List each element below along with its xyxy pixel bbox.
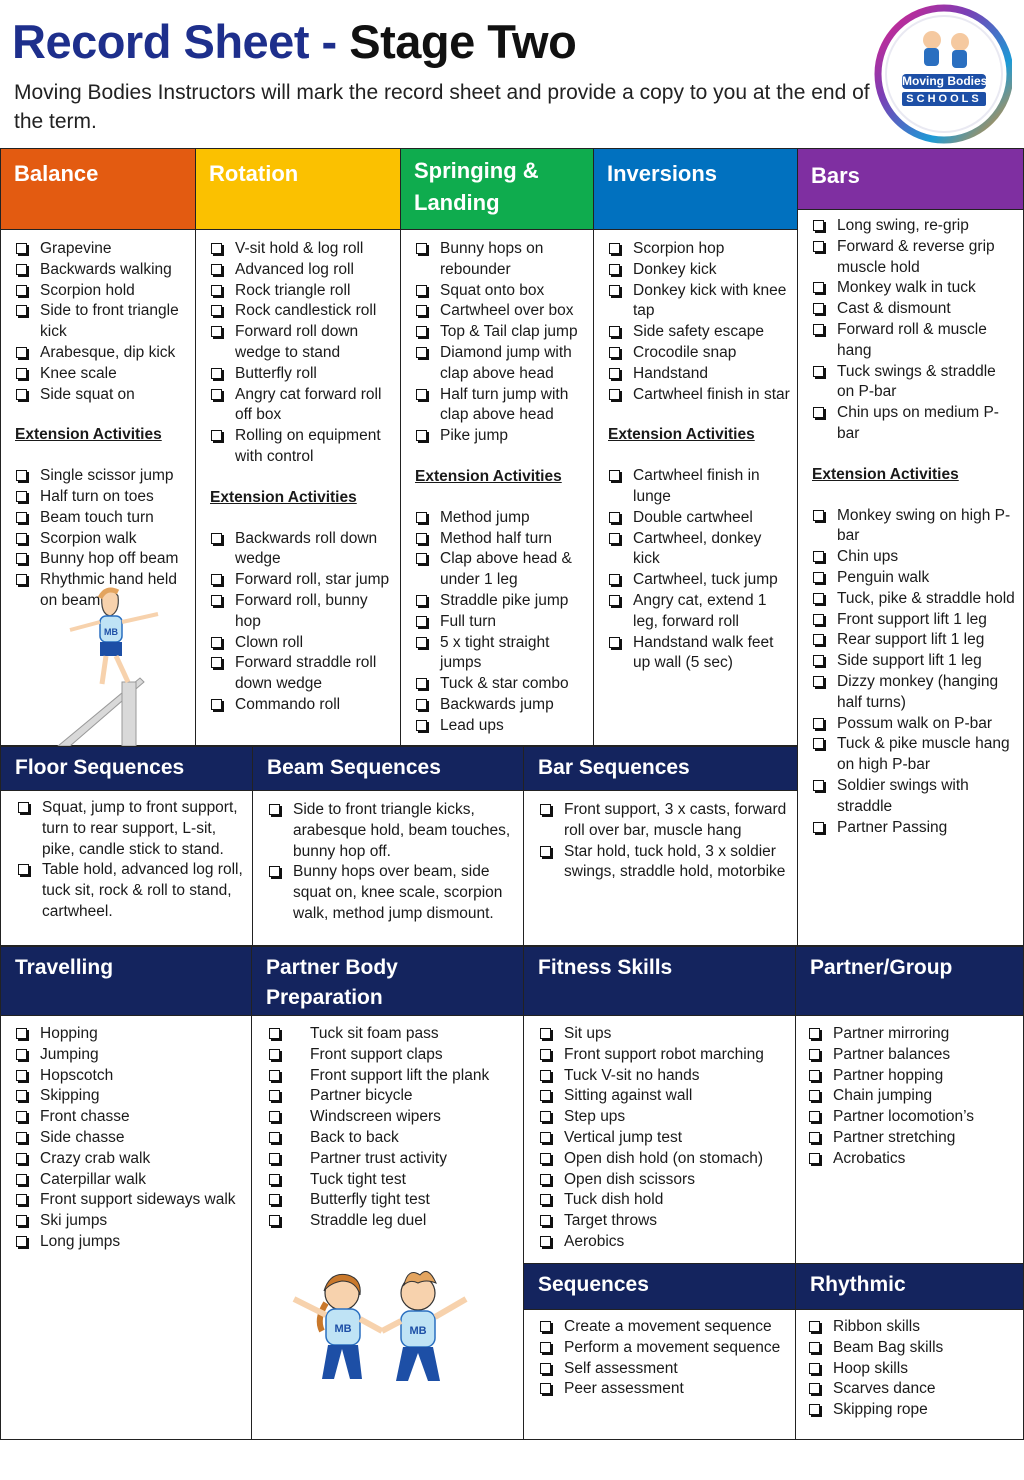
checklist-item[interactable]: Side safety escape (608, 322, 791, 343)
checklist-item[interactable]: Method jump (415, 508, 587, 529)
checklist-item[interactable]: Backwards jump (415, 695, 587, 716)
checklist-item[interactable]: Dizzy monkey (hanging half turns) (812, 672, 1017, 714)
bar-sequences-body (524, 790, 797, 883)
checklist-item[interactable]: Jumping (15, 1045, 245, 1066)
checklist-item[interactable]: Back to back (268, 1128, 517, 1149)
checklist-item[interactable]: Double cartwheel (608, 508, 791, 529)
checklist-item[interactable]: Open dish scissors (539, 1170, 789, 1191)
checklist-item[interactable]: Forward & reverse grip muscle hold (812, 237, 1017, 279)
balance-header: Balance (1, 149, 195, 229)
balance-extension-label: Extension Activities (15, 426, 162, 444)
checklist-item[interactable]: Hoop skills (808, 1359, 1017, 1380)
bar-sequences-items (539, 800, 789, 883)
beam-sequences-card (252, 746, 524, 946)
travelling-card (0, 946, 252, 1440)
mascot-badge-right: MB (409, 1325, 427, 1337)
inversions-extension-items (608, 466, 791, 674)
balance-items (15, 239, 189, 405)
checklist-item[interactable]: Half turn on toes (15, 487, 189, 508)
checklist-item[interactable]: Partner bicycle (268, 1086, 517, 1107)
checklist-item[interactable]: Ski jumps (15, 1211, 245, 1232)
checklist-item[interactable]: Butterfly roll (210, 364, 394, 385)
checklist-item[interactable]: Chain jumping (808, 1086, 1017, 1107)
checklist-item[interactable]: Front support robot marching (539, 1045, 789, 1066)
checklist-item[interactable]: Aerobics (539, 1232, 789, 1253)
checklist-item[interactable]: Angry cat, extend 1 leg, forward roll (608, 591, 791, 633)
checklist-item[interactable]: Tuck & pike muscle hang on high P-bar (812, 734, 1017, 776)
checklist-item[interactable]: Full turn (415, 612, 587, 633)
checklist-item[interactable]: 5 x tight straight jumps (415, 633, 587, 675)
rhythmic-body (796, 1309, 1023, 1421)
travelling-body (1, 1015, 251, 1253)
page-title (12, 12, 576, 72)
checklist-item[interactable]: Scorpion hop (608, 239, 791, 260)
checklist-item[interactable]: Monkey walk in tuck (812, 278, 1017, 299)
dancing-mascots-illustration (286, 1269, 476, 1389)
checklist-item[interactable]: Cartwheel finish in star (608, 385, 791, 406)
rotation-extension-items (210, 529, 394, 716)
partner-group-body (796, 1015, 1023, 1170)
springing-items (415, 239, 587, 447)
checklist-item[interactable]: Grapevine (15, 239, 189, 260)
checklist-item[interactable]: Target throws (539, 1211, 789, 1232)
logo-text-bottom: SCHOOLS (906, 93, 982, 105)
checklist-item[interactable]: Front support, 3 x casts, forward roll over bar, muscle hang (539, 800, 789, 842)
bar-sequences-card (523, 746, 798, 946)
checklist-item[interactable]: Cast & dismount (812, 299, 1017, 320)
checklist-item[interactable]: Cartwheel finish in lunge (608, 466, 791, 508)
checklist-item[interactable]: Side to front triangle kicks, arabesque hold, beam touches, bunny hop off. (268, 800, 515, 862)
beam-sequences-header: Beam Sequences (253, 747, 523, 790)
checklist-item[interactable]: Front support lift the plank (268, 1066, 517, 1087)
checklist-item[interactable]: Clap above head & under 1 leg (415, 549, 587, 591)
checklist-item[interactable]: Forward roll, bunny hop (210, 591, 394, 633)
travelling-header: Travelling (1, 947, 251, 1015)
bars-items (812, 216, 1017, 445)
inversions-body (594, 229, 797, 674)
springing-body (401, 229, 593, 747)
checklist-item[interactable]: Acrobatics (808, 1149, 1017, 1170)
checklist-item[interactable]: Cartwheel, tuck jump (608, 570, 791, 591)
moving-bodies-logo (872, 2, 1012, 144)
checklist-item[interactable]: Penguin walk (812, 568, 1017, 589)
checklist-item[interactable]: Cartwheel, donkey kick (608, 529, 791, 571)
checklist-item[interactable]: Possum walk on P-bar (812, 714, 1017, 735)
mascot-badge-left: MB (334, 1323, 352, 1335)
checklist-item[interactable]: Table hold, advanced log roll, tuck sit, rock & roll to stand, cartwheel. (17, 860, 244, 922)
checklist-item[interactable]: Skipping (15, 1086, 245, 1107)
rotation-items (210, 239, 394, 468)
rotation-extension-label: Extension Activities (210, 488, 357, 506)
checklist-item[interactable]: Advanced log roll (210, 260, 394, 281)
checklist-item[interactable]: Angry cat forward roll off box (210, 385, 394, 427)
checklist-item[interactable]: Front support claps (268, 1045, 517, 1066)
floor-sequences-header: Floor Sequences (1, 747, 252, 790)
checklist-item[interactable]: Partner mirroring (808, 1024, 1017, 1045)
checklist-item[interactable]: Create a movement sequence (539, 1317, 789, 1338)
checklist-item[interactable]: Front support lift 1 leg (812, 610, 1017, 631)
rotation-card (195, 148, 401, 746)
checklist-item[interactable]: Skipping rope (808, 1400, 1017, 1421)
checklist-item[interactable]: Sit ups (539, 1024, 789, 1045)
checklist-item[interactable]: Perform a movement sequence (539, 1338, 789, 1359)
checklist-item[interactable]: Partner trust activity (268, 1149, 517, 1170)
fitness-card (523, 946, 796, 1264)
checklist-item[interactable]: Tuck swings & straddle on P-bar (812, 362, 1017, 404)
intro-text: Moving Bodies Instructors will mark the record sheet and provide a copy to you at the end of the term. (14, 81, 870, 133)
bars-header: Bars (798, 149, 1023, 209)
checklist-item[interactable]: Bunny hops over beam, side squat on, knee scale, scorpion walk, method jump dismount. (268, 862, 515, 924)
checklist-item[interactable]: Chin ups on medium P-bar (812, 403, 1017, 445)
bars-extension-label: Extension Activities (812, 465, 959, 483)
sequences-items (539, 1317, 789, 1400)
checklist-item[interactable]: Lead ups (415, 716, 587, 737)
bars-extension-items (812, 506, 1017, 839)
checklist-item[interactable]: Bunny hops on rebounder (415, 239, 587, 281)
checklist-item[interactable]: Straddle leg duel (268, 1211, 517, 1232)
checklist-item[interactable]: Partner Passing (812, 818, 1017, 839)
checklist-item[interactable]: Sitting against wall (539, 1086, 789, 1107)
checklist-item[interactable]: Monkey swing on high P-bar (812, 506, 1017, 548)
checklist-item[interactable]: Windscreen wipers (268, 1107, 517, 1128)
partner-body-items (268, 1024, 517, 1232)
checklist-item[interactable]: Tuck, pike & straddle hold (812, 589, 1017, 610)
checklist-item[interactable]: Donkey kick (608, 260, 791, 281)
checklist-item[interactable]: Rolling on equipment with control (210, 426, 394, 468)
checklist-item[interactable]: Method half turn (415, 529, 587, 550)
springing-extension-items (415, 508, 587, 737)
checklist-item[interactable]: Side support lift 1 leg (812, 651, 1017, 672)
checklist-item[interactable]: Star hold, tuck hold, 3 x soldier swings, straddle hold, motorbike (539, 842, 789, 884)
mascot-on-beam-illustration (40, 586, 190, 746)
checklist-item[interactable]: Tuck dish hold (539, 1190, 789, 1211)
checklist-item[interactable]: Cartwheel over box (415, 301, 587, 322)
inversions-items (608, 239, 791, 405)
floor-sequences-card (0, 746, 253, 946)
springing-header: Springing & Landing (401, 149, 593, 229)
partner-body-body (252, 1015, 523, 1232)
checklist-item[interactable]: Front chasse (15, 1107, 245, 1128)
checklist-item[interactable]: Backwards walking (15, 260, 189, 281)
rhythmic-items (808, 1317, 1017, 1421)
springing-card (400, 148, 594, 746)
inversions-card (593, 148, 798, 746)
logo-text-top: Moving Bodies (902, 74, 988, 88)
checklist-item[interactable]: Soldier swings with straddle (812, 776, 1017, 818)
checklist-item[interactable]: Partner stretching (808, 1128, 1017, 1149)
checklist-item[interactable]: Open dish hold (on stomach) (539, 1149, 789, 1170)
checklist-item[interactable]: Partner hopping (808, 1066, 1017, 1087)
beam-sequences-body (253, 790, 523, 925)
checklist-item[interactable]: Rock triangle roll (210, 281, 394, 302)
checklist-item[interactable]: Backwards roll down wedge (210, 529, 394, 571)
checklist-item[interactable]: Hopping (15, 1024, 245, 1045)
checklist-item[interactable]: Step ups (539, 1107, 789, 1128)
checklist-item[interactable]: Tuck & star combo (415, 674, 587, 695)
checklist-item[interactable]: Beam touch turn (15, 508, 189, 529)
checklist-item[interactable]: Donkey kick with knee tap (608, 281, 791, 323)
fitness-header: Fitness Skills (524, 947, 795, 1015)
sequences-card (523, 1263, 796, 1440)
sequences-header: Sequences (524, 1264, 795, 1309)
floor-sequences-items (17, 798, 244, 923)
title-part1: Record Sheet - (12, 15, 337, 68)
beam-sequences-items (268, 800, 515, 925)
bar-sequences-header: Bar Sequences (524, 747, 797, 790)
checklist-item[interactable]: Forward straddle roll down wedge (210, 653, 394, 695)
checklist-item[interactable]: Handstand walk feet up wall (5 sec) (608, 633, 791, 675)
bars-body (798, 209, 1023, 838)
checklist-item[interactable]: Single scissor jump (15, 466, 189, 487)
checklist-item[interactable]: Side chasse (15, 1128, 245, 1149)
checklist-item[interactable]: Tuck tight test (268, 1170, 517, 1191)
floor-sequences-body (1, 790, 252, 923)
title-part2: Stage Two (349, 15, 577, 68)
rhythmic-header: Rhythmic (796, 1264, 1023, 1309)
inversions-extension-label: Extension Activities (608, 426, 755, 444)
checklist-item[interactable]: Scarves dance (808, 1379, 1017, 1400)
rotation-body (196, 229, 400, 716)
checklist-item[interactable]: Long jumps (15, 1232, 245, 1253)
checklist-item[interactable]: Caterpillar walk (15, 1170, 245, 1191)
checklist-item[interactable]: Diamond jump with clap above head (415, 343, 587, 385)
checklist-item[interactable]: Half turn jump with clap above head (415, 385, 587, 427)
checklist-item[interactable]: Arabesque, dip kick (15, 343, 189, 364)
checklist-item[interactable]: Self assessment (539, 1359, 789, 1380)
checklist-item[interactable]: Pike jump (415, 426, 587, 447)
checklist-item[interactable]: Crocodile snap (608, 343, 791, 364)
checklist-item[interactable]: Chin ups (812, 547, 1017, 568)
rotation-header: Rotation (196, 149, 400, 229)
checklist-item[interactable]: Peer assessment (539, 1379, 789, 1400)
checklist-item[interactable]: V-sit hold & log roll (210, 239, 394, 260)
partner-body-header: Partner Body Preparation (252, 947, 523, 1015)
fitness-body (524, 1015, 795, 1253)
checklist-item[interactable]: Tuck sit foam pass (268, 1024, 517, 1045)
checklist-item[interactable]: Squat, jump to front support, turn to rear support, L-sit, pike, candle stick to stand. (17, 798, 244, 860)
springing-extension-label: Extension Activities (415, 467, 562, 485)
partner-group-card (795, 946, 1024, 1264)
travelling-items (15, 1024, 245, 1253)
checklist-item[interactable]: Side squat on (15, 385, 189, 406)
checklist-item[interactable]: Side to front triangle kick (15, 301, 189, 343)
checklist-item[interactable]: Top & Tail clap jump (415, 322, 587, 343)
inversions-header: Inversions (594, 149, 797, 229)
partner-body-card (251, 946, 524, 1440)
checklist-item[interactable]: Partner locomotion’s (808, 1107, 1017, 1128)
checklist-item[interactable]: Rock candlestick roll (210, 301, 394, 322)
checklist-item[interactable]: Crazy crab walk (15, 1149, 245, 1170)
checklist-item[interactable]: Scorpion walk (15, 529, 189, 550)
mascot-badge-beam: MB (104, 627, 118, 637)
checklist-item[interactable]: Butterfly tight test (268, 1190, 517, 1211)
checklist-item[interactable]: Forward roll, star jump (210, 570, 394, 591)
rhythmic-card (795, 1263, 1024, 1440)
checklist-item[interactable]: Forward roll down wedge to stand (210, 322, 394, 364)
checklist-item[interactable]: Scorpion hold (15, 281, 189, 302)
checklist-item[interactable]: Long swing, re-grip (812, 216, 1017, 237)
checklist-item[interactable]: Clown roll (210, 633, 394, 654)
checklist-item[interactable]: Straddle pike jump (415, 591, 587, 612)
partner-group-header: Partner/Group (796, 947, 1023, 1015)
checklist-item[interactable]: Squat onto box (415, 281, 587, 302)
fitness-items (539, 1024, 789, 1253)
checklist-item[interactable]: Hopscotch (15, 1066, 245, 1087)
checklist-item[interactable]: Ribbon skills (808, 1317, 1017, 1338)
balance-body (1, 229, 195, 612)
checklist-item[interactable]: Vertical jump test (539, 1128, 789, 1149)
partner-group-items (808, 1024, 1017, 1170)
checklist-item[interactable]: Commando roll (210, 695, 394, 716)
checklist-item[interactable]: Tuck V-sit no hands (539, 1066, 789, 1087)
checklist-item[interactable]: Bunny hop off beam (15, 549, 189, 570)
checklist-item[interactable]: Forward roll & muscle hang (812, 320, 1017, 362)
bars-card (797, 148, 1024, 946)
checklist-item[interactable]: Knee scale (15, 364, 189, 385)
checklist-item[interactable]: Rear support lift 1 leg (812, 630, 1017, 651)
checklist-item[interactable]: Beam Bag skills (808, 1338, 1017, 1359)
checklist-item[interactable]: Partner balances (808, 1045, 1017, 1066)
checklist-item[interactable]: Front support sideways walk (15, 1190, 245, 1211)
checklist-item[interactable]: Rhythmic hand held on beam (15, 570, 189, 612)
sequences-body (524, 1309, 795, 1400)
checklist-item[interactable]: Handstand (608, 364, 791, 385)
